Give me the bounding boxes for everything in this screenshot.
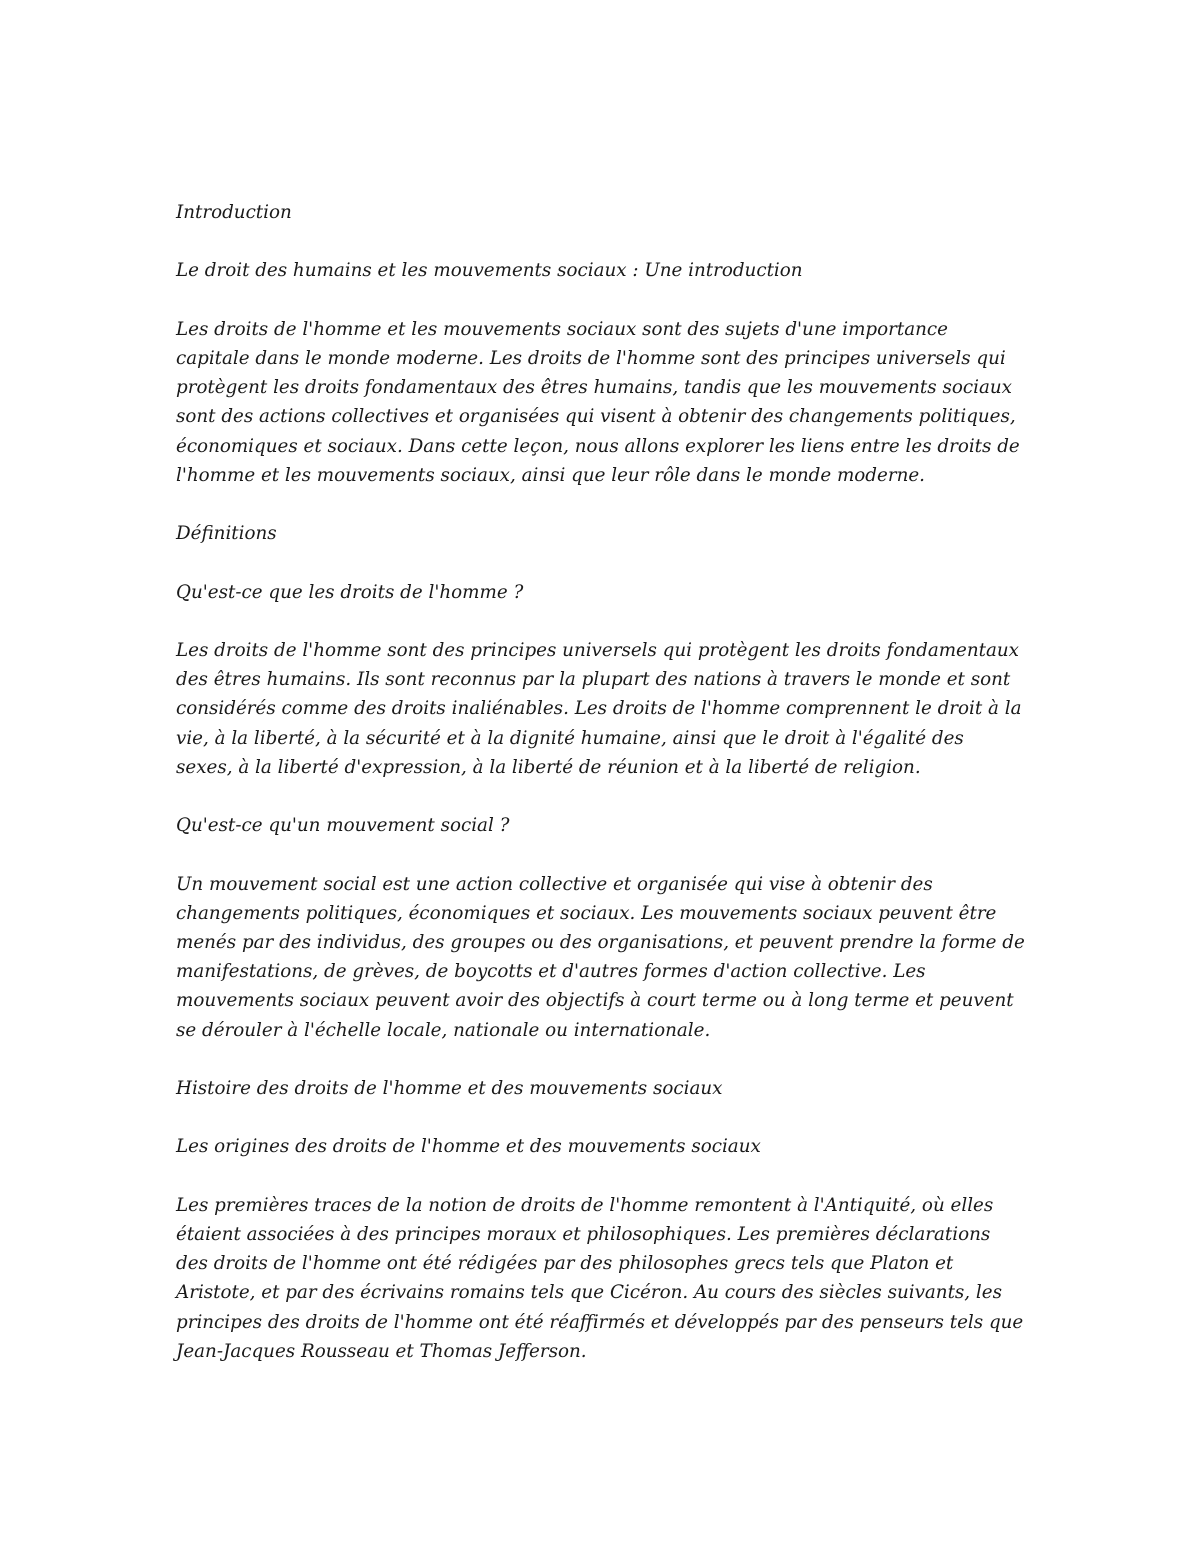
subheading-origins: Les origines des droits de l'homme et des mouvements sociaux	[176, 1136, 761, 1158]
document-body	[176, 198, 1026, 1366]
subheading-social-movement: Qu'est-ce qu'un mouvement social ?	[176, 815, 510, 837]
section-heading-definitions: Définitions	[176, 523, 277, 545]
paragraph-origins: Les premières traces de la notion de droits de l'homme remontent à l'Antiquité, où elles étaient associées à des principes moraux et philosophiques. Les premières déclarations des droits de l'homme ont été rédigées par des philosophes grecs tels que Platon et Aristote, et par des écrivains romains tels que Cicéron. Au cours des siècles suivants, les principes des droits de l'homme ont été réaffirmés et développés par des penseurs tels que Jean-Jacques Rousseau et Thomas Jefferson.	[176, 1194, 1024, 1362]
paragraph-introduction: Les droits de l'homme et les mouvements sociaux sont des sujets d'une importance capitale dans le monde moderne. Les droits de l'homme sont des principes universels qui protègent les droits fondamentaux des êtres humains, tandis que les mouvements sociaux sont des actions collectives et organisées qui visent à obtenir des changements politiques, économiques et sociaux. Dans cette leçon, nous allons explorer les liens entre les droits de l'homme et les mouvements sociaux, ainsi que leur rôle dans le monde moderne.	[176, 318, 1020, 486]
section-heading-introduction: Introduction	[176, 202, 292, 223]
subheading-human-rights: Qu'est-ce que les droits de l'homme ?	[176, 581, 524, 603]
paragraph-social-movement: Un mouvement social est une action collective et organisée qui vise à obtenir des changements politiques, économiques et sociaux. Les mouvements sociaux peuvent être menés par des individus, des groupes ou des organisations, et peuvent prendre la forme de manifestations, de grèves, de boycotts et d'autres formes d'action collective. Les mouvements sociaux peuvent avoir des objectifs à court terme ou à long terme et peuvent se dérouler à l'échelle locale, nationale ou internationale.	[176, 873, 1025, 1041]
document-title: Le droit des humains et les mouvements sociaux : Une introduction	[176, 260, 803, 282]
section-heading-history: Histoire des droits de l'homme et des mouvements sociaux	[176, 1077, 723, 1099]
paragraph-human-rights: Les droits de l'homme sont des principes universels qui protègent les droits fondamentaux des êtres humains. Ils sont reconnus par la plupart des nations à travers le monde et sont considérés comme des droits inaliénables. Les droits de l'homme comprennent le droit à la vie, à la liberté, à la sécurité et à la dignité humaine, ainsi que le droit à l'égalité des sexes, à la liberté d'expression, à la liberté de réunion et à la liberté de religion.	[176, 639, 1022, 778]
